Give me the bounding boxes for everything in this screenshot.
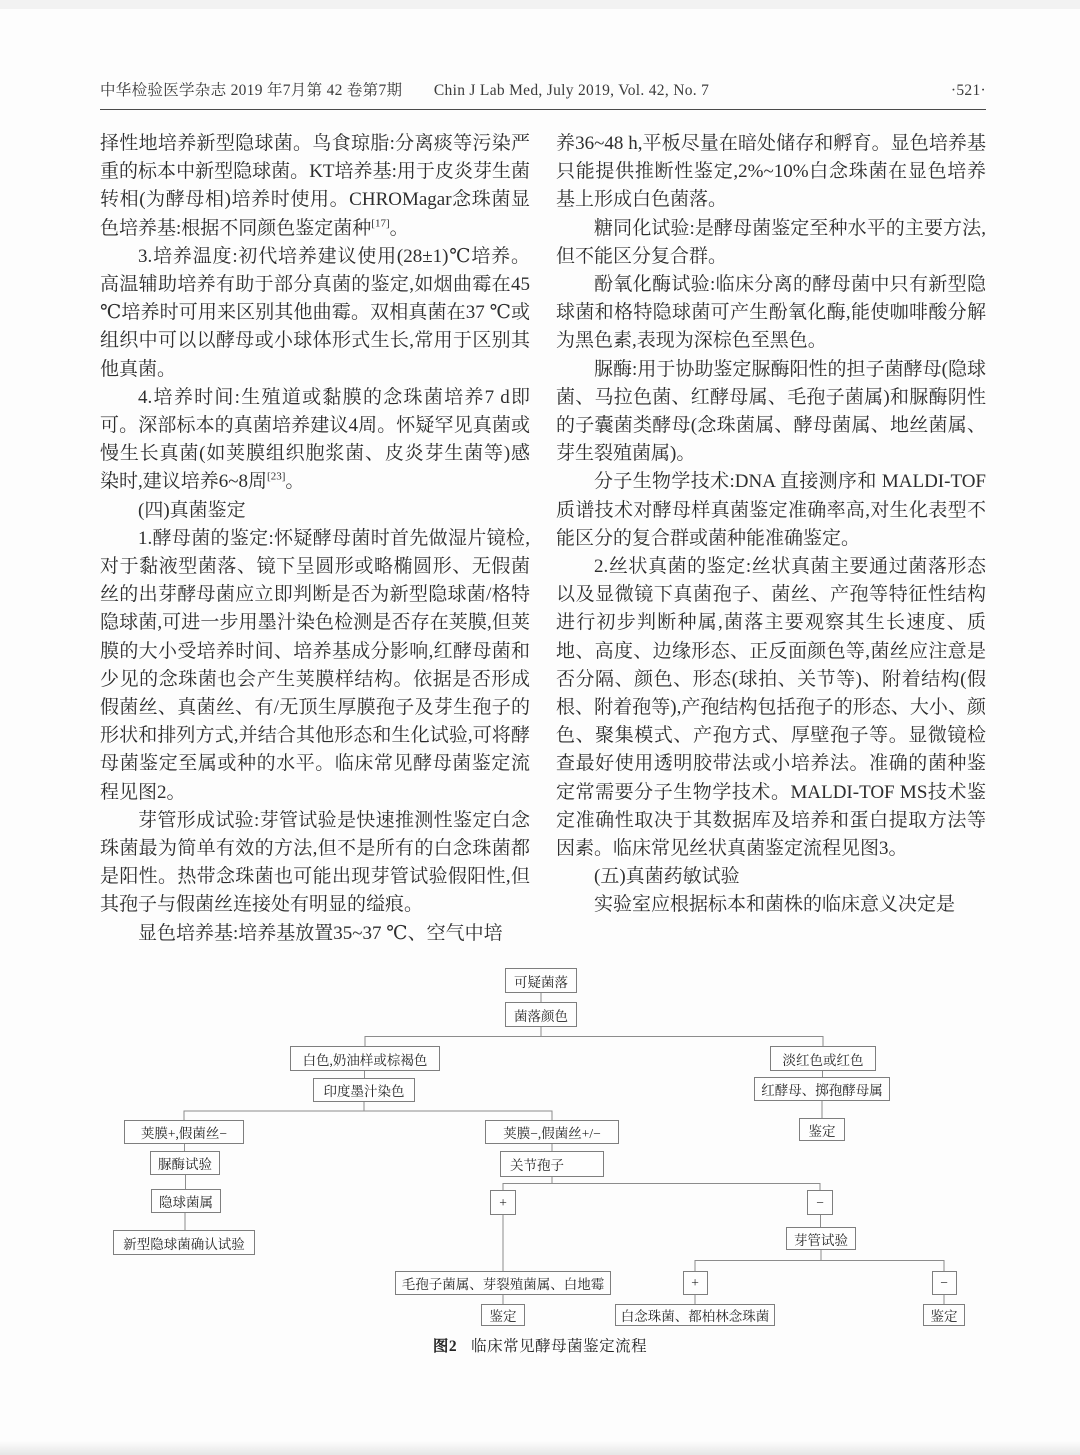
page-header bbox=[100, 78, 986, 110]
figure-caption bbox=[80, 1334, 1000, 1356]
column-left bbox=[100, 130, 530, 948]
flow-node-n12: 隐球菌属 bbox=[151, 1189, 221, 1213]
flow-node-n20: 鉴定 bbox=[481, 1304, 525, 1326]
paragraph: 择性地培养新型隐球菌。鸟食琼脂:分离痰等污染严重的标本中新型隐球菌。KT培养基:用于皮炎芽生菌转相(为酵母相)培养时使用。CHROMagar念珠菌显色培养基:根据不同颜色鉴定菌种[17]。 bbox=[100, 133, 530, 239]
flow-node-n4: 淡红色或红色 bbox=[770, 1046, 876, 1071]
flow-connector bbox=[365, 1027, 541, 1046]
paragraph: 养36~48 h,平板尽量在暗处储存和孵育。显色培养基只能提供推断性鉴定,2%~10%白念珠菌在显色培养基上形成白色菌落。 bbox=[556, 133, 986, 211]
flow-node-n10: 脲酶试验 bbox=[150, 1151, 220, 1175]
paragraph: 芽管形成试验:芽管试验是快速推测性鉴定白念珠菌最为简单有效的方法,但不是所有的白念珠菌都是阳性。热带念珠菌也可能出现芽管试验假阳性,但其孢子与假菌丝连接处有明显的缢痕。 bbox=[100, 809, 530, 916]
flow-node-n11: 关节孢子 bbox=[500, 1151, 604, 1177]
article-columns bbox=[100, 130, 986, 948]
reference-mark: [23] bbox=[267, 471, 286, 484]
paragraph: 实验室应根据标本和菌株的临床意义决定是 bbox=[594, 894, 956, 916]
flow-node-n16: 芽管试验 bbox=[786, 1227, 856, 1250]
flow-node-n9: 鉴定 bbox=[799, 1118, 845, 1141]
reference-mark: [17] bbox=[371, 217, 390, 230]
flow-node-n5: 印度墨汁染色 bbox=[313, 1078, 415, 1102]
flow-node-n18: + bbox=[683, 1271, 708, 1295]
flow-node-n8: 荚膜−,假菌丝+/− bbox=[485, 1120, 619, 1144]
column-right bbox=[556, 130, 986, 948]
flow-node-n7: 荚膜+,假菌丝− bbox=[124, 1120, 244, 1144]
flow-node-n1: 可疑菌落 bbox=[505, 968, 577, 993]
paragraph: (四)真菌鉴定 bbox=[138, 499, 246, 521]
paragraph: 酚氧化酶试验:临床分离的酵母菌中只有新型隐球菌和格特隐球菌可产生酚氧化酶,能使咖啡酸分解为黑色素,表现为深棕色至黑色。 bbox=[556, 274, 986, 352]
flow-connector bbox=[184, 1102, 364, 1120]
page-edge-bottom bbox=[0, 1441, 1080, 1455]
paragraph: 3.培养温度:初代培养建议使用(28±1)℃培养。高温辅助培养有助于部分真菌的鉴定,如烟曲霉在45 ℃培养时可用来区别其他曲霉。双相真菌在37 ℃或组织中可以以酵母或小球体形式生长,常用于区别其他真菌。 bbox=[100, 245, 530, 380]
paragraph: 1.酵母菌的鉴定:怀疑酵母菌时首先做湿片镜检,对于黏液型菌落、镜下呈圆形或略椭圆形、无假菌丝的出芽酵母菌应立即判断是否为新型隐球菌/格特隐球菌,可进一步用墨汁染色检测是否存在荚膜,但荚膜的大小受培养时间、培养基成分影响,红酵母菌和少见的念珠菌也会产生荚膜样结构。依据是否形成假菌丝、真菌丝、有/无顶生厚膜孢子及芽生孢子的形状和排列方式,并结合其他形态和生化试验,可将酵母菌鉴定至属或种的水平。临床常见酵母菌鉴定流程见图2。 bbox=[100, 527, 530, 803]
flow-node-n2: 菌落颜色 bbox=[505, 1002, 577, 1027]
paragraph: 2.丝状真菌的鉴定:丝状真菌主要通过菌落形态以及显微镜下真菌孢子、菌丝、产孢等特征性结构进行初步判断种属,菌落主要观察其生长速度、质地、高度、边缘形态、正反面颜色等,菌丝应注意是否分隔、颜色、形态(球拍、关节等)、附着结构(假根、附着孢等),产孢结构包括孢子的形态、大小、颜色、聚集模式、产孢方式、厚壁孢子等。显微镜检查最好使用透明胶带法或小培养法。准确的菌种鉴定常需要分子生物学技术。MALDI-TOF MS技术鉴定准确性取决于其数据库及培养和蛋白提取方法等因素。临床常见丝状真菌鉴定流程见图3。 bbox=[556, 556, 986, 860]
flow-node-n13: + bbox=[490, 1190, 516, 1215]
flow-node-n3: 白色,奶油样或棕褐色 bbox=[290, 1046, 440, 1071]
paragraph: 脲酶:用于协助鉴定脲酶阳性的担子菌酵母(隐球菌、马拉色菌、红酵母属、毛孢子菌属)和脲酶阴性的子囊菌类酵母(念珠菌属、酵母菌属、地丝菌属、芽生裂殖菌属)。 bbox=[556, 358, 986, 465]
flow-node-n6: 红酵母、掷孢酵母属 bbox=[754, 1077, 890, 1101]
flow-node-n17: 毛孢子菌属、芽裂殖菌属、白地霉 bbox=[395, 1271, 611, 1295]
flow-connector bbox=[503, 1177, 552, 1190]
flow-node-n19: − bbox=[932, 1271, 957, 1295]
flow-connector bbox=[364, 1102, 552, 1120]
flow-connector bbox=[821, 1250, 944, 1271]
flow-node-n14: − bbox=[807, 1190, 833, 1215]
paragraph: 分子生物学技术:DNA 直接测序和 MALDI-TOF 质谱技术对酵母样真菌鉴定准确率高,对生化表型不能区分的复合群或菌种能准确鉴定。 bbox=[556, 471, 986, 549]
figure-caption-text: 临床常见酵母菌鉴定流程 bbox=[471, 1338, 648, 1355]
journal-line: 中华检验医学杂志 2019 年7月第 42 卷第7期 Chin J Lab Med, July 2019, Vol. 42, No. 7 bbox=[100, 82, 710, 99]
flow-node-n15: 新型隐球菌确认试验 bbox=[113, 1230, 255, 1255]
paragraph: 显色培养基:培养基放置35~37 ℃、空气中培 bbox=[138, 922, 503, 944]
flow-connector bbox=[695, 1250, 821, 1271]
page-number: ·521· bbox=[950, 82, 986, 99]
flow-node-n22: 鉴定 bbox=[923, 1304, 965, 1326]
paragraph: 糖同化试验:是酵母菌鉴定至种水平的主要方法,但不能区分复合群。 bbox=[556, 217, 986, 267]
flow-connector bbox=[541, 1027, 823, 1046]
flow-node-n21: 白念珠菌、都柏林念珠菌 bbox=[615, 1304, 775, 1326]
page-edge-top bbox=[0, 0, 1080, 9]
paragraph: (五)真菌药敏试验 bbox=[594, 866, 740, 888]
figure-caption-label: 图2 bbox=[432, 1338, 458, 1355]
paragraph: 4.培养时间:生殖道或黏膜的念珠菌培养7 d即可。深部标本的真菌培养建议4周。怀疑罕见真菌或慢生长真菌(如荚膜组织胞浆菌、皮炎芽生菌等)感染时,建议培养6~8周[23]。 bbox=[100, 386, 530, 493]
figure-2 bbox=[80, 966, 1000, 1366]
flow-connector bbox=[552, 1177, 820, 1190]
